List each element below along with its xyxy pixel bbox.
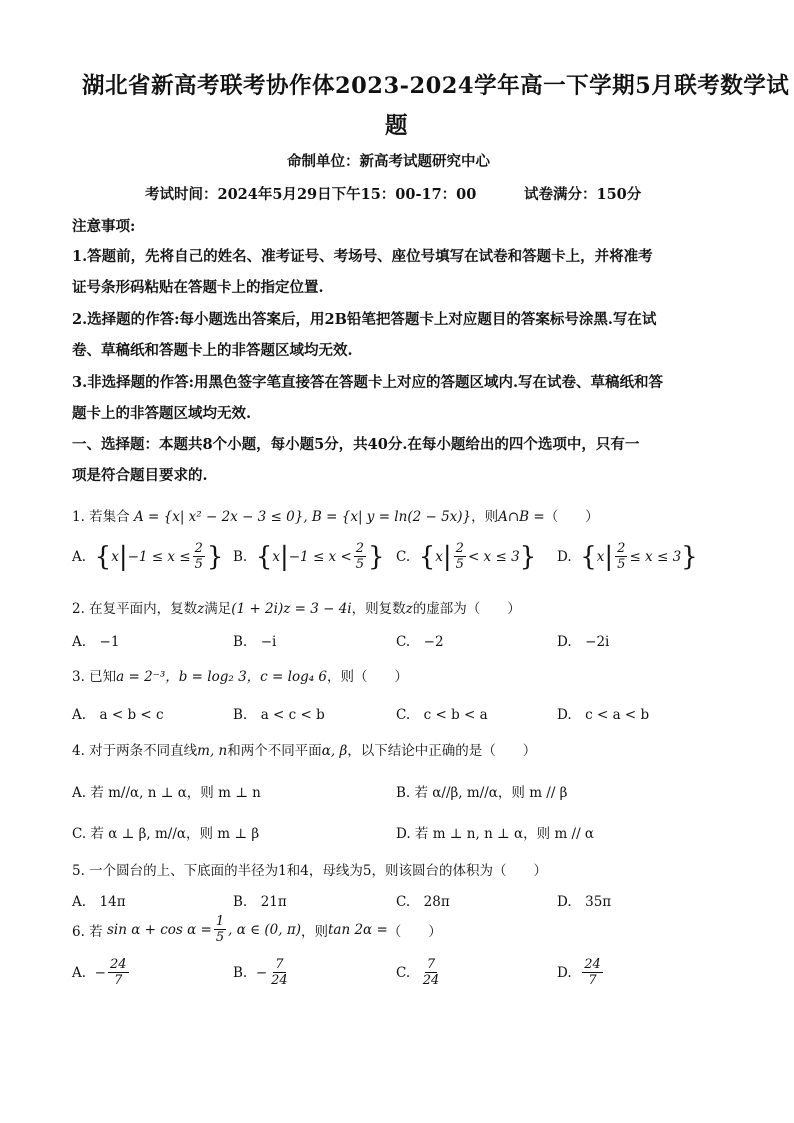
- q6-option-d: D. $\frac{24}{7}$: [557, 957, 601, 988]
- q6-option-a: A. − $\frac{24}{7}$: [72, 957, 127, 988]
- note-1-line-1: 1.答题前，先将自己的姓名、准考证号、考场号、座位号填写在试卷和答题卡上，并将准考: [72, 248, 653, 265]
- question-6: 6. 若 sin α + cos α = $\frac{1}{5}$ , α ∈ (0, π) ，则 tan 2α = （ ）: [72, 914, 442, 945]
- section-1-heading-line-2: 项是符合题目要求的.: [72, 467, 208, 484]
- q4-option-b: B. 若 α//β, m//α，则 m // β: [396, 785, 568, 801]
- q5-option-d: D. 35π: [557, 894, 612, 910]
- q3-option-d: D. c < a < b: [557, 707, 650, 723]
- section-1-heading-line-1: 一、选择题：本题共8个小题，每小题5分，共40分.在每小题给出的四个选项中，只有一: [72, 436, 640, 453]
- question-4: 4. 对于两条不同直线m, n和两个不同平面α, β，以下结论中正确的是（ ）: [72, 743, 537, 759]
- q1-option-d: D. { x | $\frac{2}{5}$ ≤ x ≤ 3 }: [557, 541, 698, 572]
- note-2-line-2: 卷、草稿纸和答题卡上的非答题区域均无效.: [72, 342, 353, 359]
- q6-option-c: C. $\frac{7}{24}$: [396, 957, 440, 988]
- question-2: 2. 在复平面内，复数z满足(1 + 2i)z = 3 − 4i，则复数z的虚部为（ ）: [72, 601, 521, 617]
- q3-option-a: A. a < b < c: [72, 707, 164, 723]
- q2-option-b: B. −i: [233, 634, 277, 650]
- q4-option-a: A. 若 m//α, n ⊥ α，则 m ⊥ n: [72, 785, 261, 801]
- q1-option-c: C. { x | $\frac{2}{5}$ < x ≤ 3 }: [396, 541, 537, 572]
- q4-option-c: C. 若 α ⊥ β, m//α，则 m ⊥ β: [72, 826, 260, 842]
- q6-option-b: B. − $\frac{7}{24}$: [233, 957, 288, 988]
- q1-option-a: A. { x | −1 ≤ x ≤ $\frac{2}{5}$ }: [72, 541, 224, 572]
- compiler-unit: 命制单位：新高考试题研究中心: [287, 153, 490, 170]
- question-5: 5. 一个圆台的上、下底面的半径为1和4，母线为5，则该圆台的体积为（ ）: [72, 863, 547, 879]
- exam-time: 考试时间：2024年5月29日下午15：00-17：00: [145, 186, 477, 203]
- q1-option-b: B. { x | −1 ≤ x < $\frac{2}{5}$ }: [233, 541, 385, 572]
- q5-option-c: C. 28π: [396, 894, 450, 910]
- q5-option-a: A. 14π: [72, 894, 126, 910]
- page-title: 湖北省新高考联考协作体2023-2024学年高一下学期5月联考数学试: [82, 73, 790, 99]
- set-b: , B = {x| y = ln(2 − 5x)}: [303, 509, 472, 525]
- full-score: 试卷满分：150分: [524, 186, 642, 203]
- note-1-line-2: 证号条形码粘贴在答题卡上的指定位置.: [72, 279, 324, 296]
- question-1: 1. 若集合 A = {x| x² − 2x − 3 ≤ 0}, B = {x| y = ln(2 − 5x)}，则A∩B =（ ）: [72, 509, 599, 525]
- intersection-expr: A∩B =: [498, 509, 545, 525]
- note-3-line-1: 3.非选择题的作答:用黑色签字笔直接答在答题卡上对应的答题区域内.写在试卷、草稿纸和答: [72, 374, 664, 391]
- notes-heading: 注意事项:: [72, 218, 136, 235]
- q4-option-d: D. 若 m ⊥ n, n ⊥ α，则 m // α: [396, 826, 595, 842]
- page-title-cont: 题: [385, 113, 409, 139]
- note-3-line-2: 题卡上的非答题区域均无效.: [72, 405, 252, 422]
- q2-option-a: A. −1: [72, 634, 120, 650]
- q3-option-b: B. a < c < b: [233, 707, 325, 723]
- question-3: 3. 已知a = 2⁻³，b = log₂ 3，c = log₄ 6，则（ ）: [72, 669, 409, 685]
- q2-option-d: D. −2i: [557, 634, 610, 650]
- q3-option-c: C. c < b < a: [396, 707, 488, 723]
- q5-option-b: B. 21π: [233, 894, 287, 910]
- q2-option-c: C. −2: [396, 634, 444, 650]
- note-2-line-1: 2.选择题的作答:每小题选出答案后，用2B铅笔把答题卡上对应题目的答案标号涂黑.写在试: [72, 311, 657, 328]
- set-a: A = {x| x² − 2x − 3 ≤ 0}: [133, 509, 304, 525]
